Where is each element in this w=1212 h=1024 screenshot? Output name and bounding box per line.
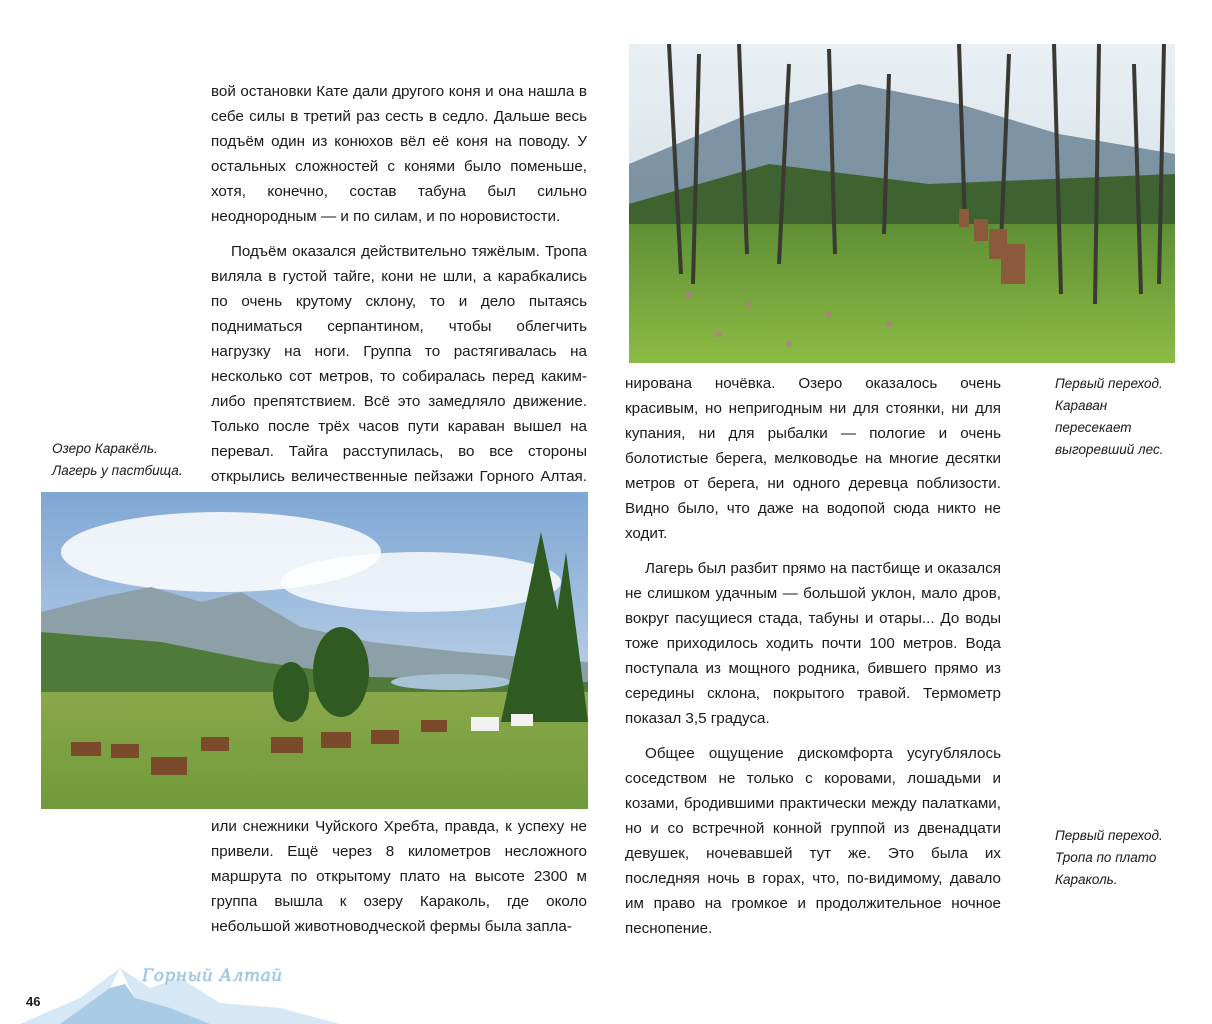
right-column: [625, 371, 1001, 941]
caption-top-photo: Первый переход. Караван пересекает выгоревший лес.: [1055, 376, 1164, 457]
caption-bottom-right: Первый переход. Тропа по плато Караколь.: [1055, 828, 1163, 887]
footer-title: Горный Алтай: [142, 966, 283, 986]
left-column-top: [211, 79, 587, 514]
photo-lake-pasture: [41, 492, 588, 809]
paragraph: Общее ощущение дискомфорта усугублялось соседством не только с коровами, лошадьми и козами, бродившими практически между палатками, но и со встречной конной группой из двенадцати девушек, ночевавшей тут же. Это была их последняя ночь в горах, что, по-видимому, давало им право на громкое и продолжительное ночное песнопение.: [625, 745, 1001, 937]
left-column-bottom: [211, 814, 587, 939]
photo-caravan-burnt-forest: [629, 44, 1175, 363]
paragraph: или снежники Чуйского Хребта, правда, к успеху не привели. Ещё через 8 километров несложного маршрута по открытому плато на высоте 2300 м группа вышла к озеру Караколь, где около небольшой животноводческой фермы была запла-: [211, 818, 587, 935]
paragraph: вой остановки Кате дали другого коня и она нашла в себе силы в третий раз сесть в седло. Дальше весь подъём один из конюхов вёл её коня на поводу. У остальных сложностей с конями было поменьше, хотя, конечно, состав табуна был сильно неоднородным — и по силам, и по норовистости.: [211, 83, 587, 225]
paragraph: Подъём оказался действительно тяжёлым. Тропа виляла в густой тайге, кони не шли, а карабкались по очень крутому склону, то и дело пытаясь подниматься серпантином, чтобы облегчить нагрузку на ноги. Группа то растягивалась на несколько сот метров, то собиралась перед каким-либо препятствием. Всё это замедляло движение. Только после трёх часов пути караван вышел на перевал. Тайга расступилась, во все стороны открылись величественные пейзажи Горного Алтая.: [211, 243, 587, 485]
paragraph: нирована ночёвка. Озеро оказалось очень красивым, но непригодным ни для стоянки, ни для купания, ни для рыбалки — пологие и очень болотистые берега, мелководье на многие десятки метров от берега, ни одного деревца поблизости. Видно было, что даже на водопой сюда никто не ходит.: [625, 375, 1001, 542]
page-number: 46: [26, 994, 41, 1009]
caption-left-photo: Озеро Каракёль. Лагерь у пастбища.: [52, 441, 183, 478]
paragraph: Лагерь был разбит прямо на пастбище и оказался не слишком удачным — большой уклон, мало дров, вокруг пасущиеся стада, табуны и отары... До воды тоже приходилось ходить почти 100 метров. Вода поступала из мощного родника, бившего прямо из середины склона, покрытого травой. Термометр показал 3,5 градуса.: [625, 560, 1001, 727]
